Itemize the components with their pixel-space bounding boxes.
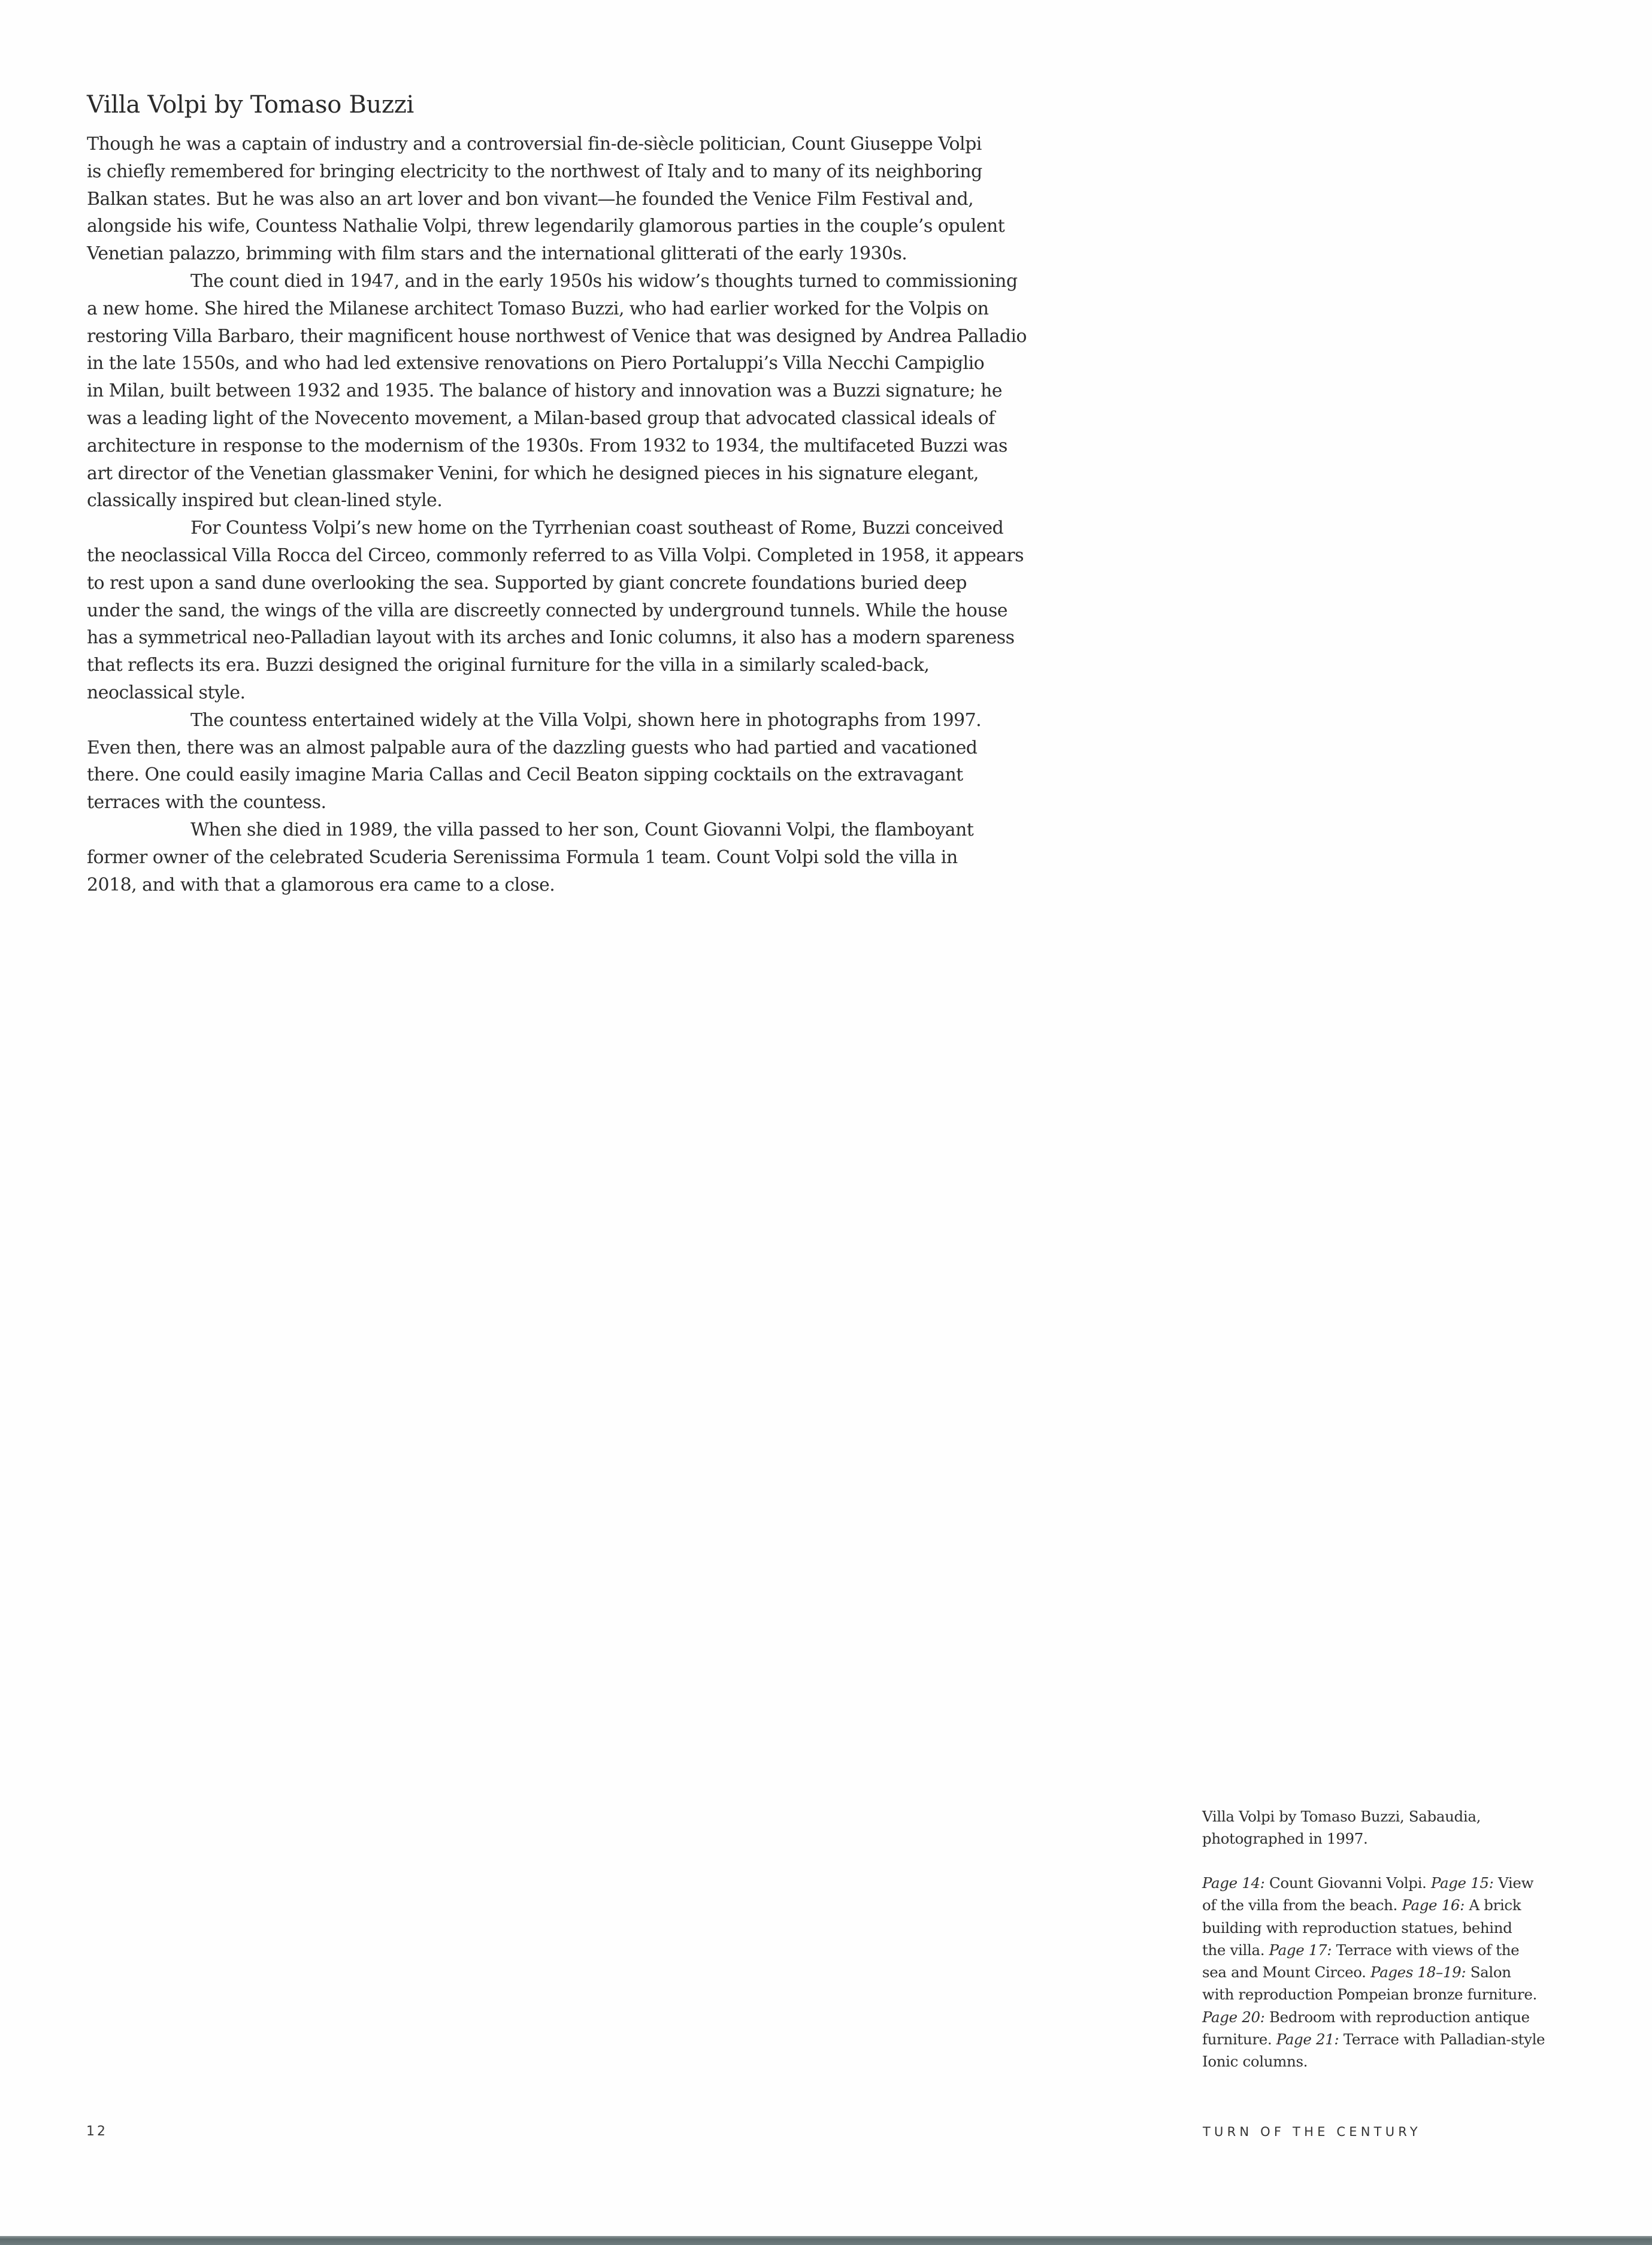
plate-reference: Pages 18–19: — [1370, 1963, 1466, 1981]
plate-reference: Page 17: — [1269, 1941, 1332, 1959]
caption-line — [1202, 1872, 1562, 1894]
paragraph — [87, 707, 1069, 816]
caption-line — [1202, 2050, 1562, 2072]
plate-reference: Page 20: — [1202, 2008, 1265, 2026]
caption-text: Terrace with Palladian-style — [1339, 2031, 1545, 2049]
caption-line: Villa Volpi by Tomaso Buzzi, Sabaudia, — [1202, 1808, 1481, 1825]
caption-line — [1202, 1894, 1562, 1916]
caption-text: Bedroom with reproduction antique — [1264, 2008, 1530, 2026]
text-line: art director of the Venetian glassmaker Venini, for which he designed pieces in his signature elegant, — [87, 462, 979, 484]
paragraph — [87, 515, 1069, 707]
plate-reference: Page 21: — [1276, 2031, 1339, 2049]
text-line: former owner of the celebrated Scuderia Serenissima Formula 1 team. Count Volpi sold the villa in — [87, 846, 958, 868]
text-line: to rest upon a sand dune overlooking the sea. Supported by giant concrete foundations buried deep — [87, 572, 967, 594]
paragraph — [87, 131, 1069, 268]
caption-line — [1202, 1917, 1562, 1939]
text-line: there. One could easily imagine Maria Callas and Cecil Beaton sipping cocktails on the extravagant — [87, 764, 963, 786]
plate-list-caption — [1202, 1872, 1562, 2073]
caption-line — [1202, 1983, 1562, 2005]
caption-line — [1202, 2028, 1562, 2050]
text-line: Even then, there was an almost palpable aura of the dazzling guests who had partied and vacationed — [87, 737, 978, 758]
caption-line — [1202, 2006, 1562, 2028]
caption-text: the villa. — [1202, 1941, 1269, 1959]
text-line: The countess entertained widely at the Villa Volpi, shown here in photographs from 1997. — [190, 709, 982, 731]
text-line: architecture in response to the modernism of the 1930s. From 1932 to 1934, the multifaceted Buzzi was — [87, 435, 1007, 456]
photo-caption — [1202, 1805, 1562, 1850]
caption-text: Count Giovanni Volpi. — [1264, 1874, 1431, 1892]
text-line: was a leading light of the Novecento movement, a Milan-based group that advocated classical ideals of — [87, 407, 995, 429]
text-line: neoclassical style. — [87, 682, 246, 703]
text-line: Though he was a captain of industry and a controversial fin-de-siècle politician, Count Giuseppe Volpi — [87, 134, 982, 155]
caption-text: View — [1493, 1874, 1534, 1892]
text-line: a new home. She hired the Milanese architect Tomaso Buzzi, who had earlier worked for the Volpis on — [87, 298, 989, 319]
caption-line — [1202, 1939, 1562, 1961]
text-line: alongside his wife, Countess Nathalie Volpi, threw legendarily glamorous parties in the couple’s opulent — [87, 216, 1005, 237]
paragraph — [87, 268, 1069, 515]
plate-reference: Page 14: — [1202, 1874, 1265, 1892]
article-title: Villa Volpi by Tomaso Buzzi — [87, 91, 414, 119]
text-line: classically inspired but clean-lined style. — [87, 490, 443, 512]
scan-edge — [0, 2236, 1652, 2245]
caption-text: Salon — [1466, 1963, 1511, 1981]
caption-text: with reproduction Pompeian bronze furniture. — [1202, 1986, 1537, 2004]
caption-text: sea and Mount Circeo. — [1202, 1963, 1371, 1981]
text-line: Venetian palazzo, brimming with film stars and the international glitterati of the early 1930s. — [87, 243, 907, 265]
caption-text: Terrace with views of the — [1332, 1941, 1520, 1959]
text-line: Balkan states. But he was also an art lover and bon vivant—he founded the Venice Film Festival and, — [87, 188, 974, 210]
text-line: the neoclassical Villa Rocca del Circeo, commonly referred to as Villa Volpi. Completed in 1958, it appears — [87, 544, 1024, 566]
running-footer: TURN OF THE CENTURY — [1203, 2125, 1421, 2139]
article-body — [87, 131, 1069, 898]
plate-reference: Page 16: — [1402, 1896, 1465, 1914]
caption-text: furniture. — [1202, 2031, 1276, 2049]
text-line: For Countess Volpi’s new home on the Tyrrhenian coast southeast of Rome, Buzzi conceived — [190, 518, 1004, 539]
text-line: in Milan, built between 1932 and 1935. The balance of history and innovation was a Buzzi signature; he — [87, 380, 1002, 402]
caption-line: photographed in 1997. — [1202, 1830, 1368, 1848]
page-number: 12 — [86, 2124, 108, 2139]
plate-reference: Page 15: — [1430, 1874, 1494, 1892]
text-line: that reflects its era. Buzzi designed the original furniture for the villa in a similarly scaled-back, — [87, 655, 930, 676]
text-line: When she died in 1989, the villa passed to her son, Count Giovanni Volpi, the flamboyant — [190, 819, 974, 840]
text-line: in the late 1550s, and who had led extensive renovations on Piero Portaluppi’s Villa Necchi Campiglio — [87, 353, 985, 374]
caption-line — [1202, 1961, 1562, 1983]
text-line: The count died in 1947, and in the early 1950s his widow’s thoughts turned to commissioning — [190, 270, 1018, 292]
caption-text: building with reproduction statues, behind — [1202, 1919, 1512, 1937]
text-line: terraces with the countess. — [87, 792, 326, 813]
caption-text: Ionic columns. — [1202, 2053, 1308, 2071]
text-line: under the sand, the wings of the villa are discreetly connected by underground tunnels. While the house — [87, 600, 1008, 621]
paragraph — [87, 816, 1069, 898]
text-line: has a symmetrical neo-Palladian layout with its arches and Ionic columns, it also has a modern spareness — [87, 627, 1015, 649]
text-line: is chiefly remembered for bringing electricity to the northwest of Italy and to many of its neighboring — [87, 161, 982, 182]
caption-text: A brick — [1465, 1896, 1521, 1914]
text-line: 2018, and with that a glamorous era came to a close. — [87, 874, 555, 895]
text-line: restoring Villa Barbaro, their magnificent house northwest of Venice that was designed by Andrea Palladio — [87, 325, 1027, 347]
caption-text: of the villa from the beach. — [1202, 1896, 1402, 1914]
